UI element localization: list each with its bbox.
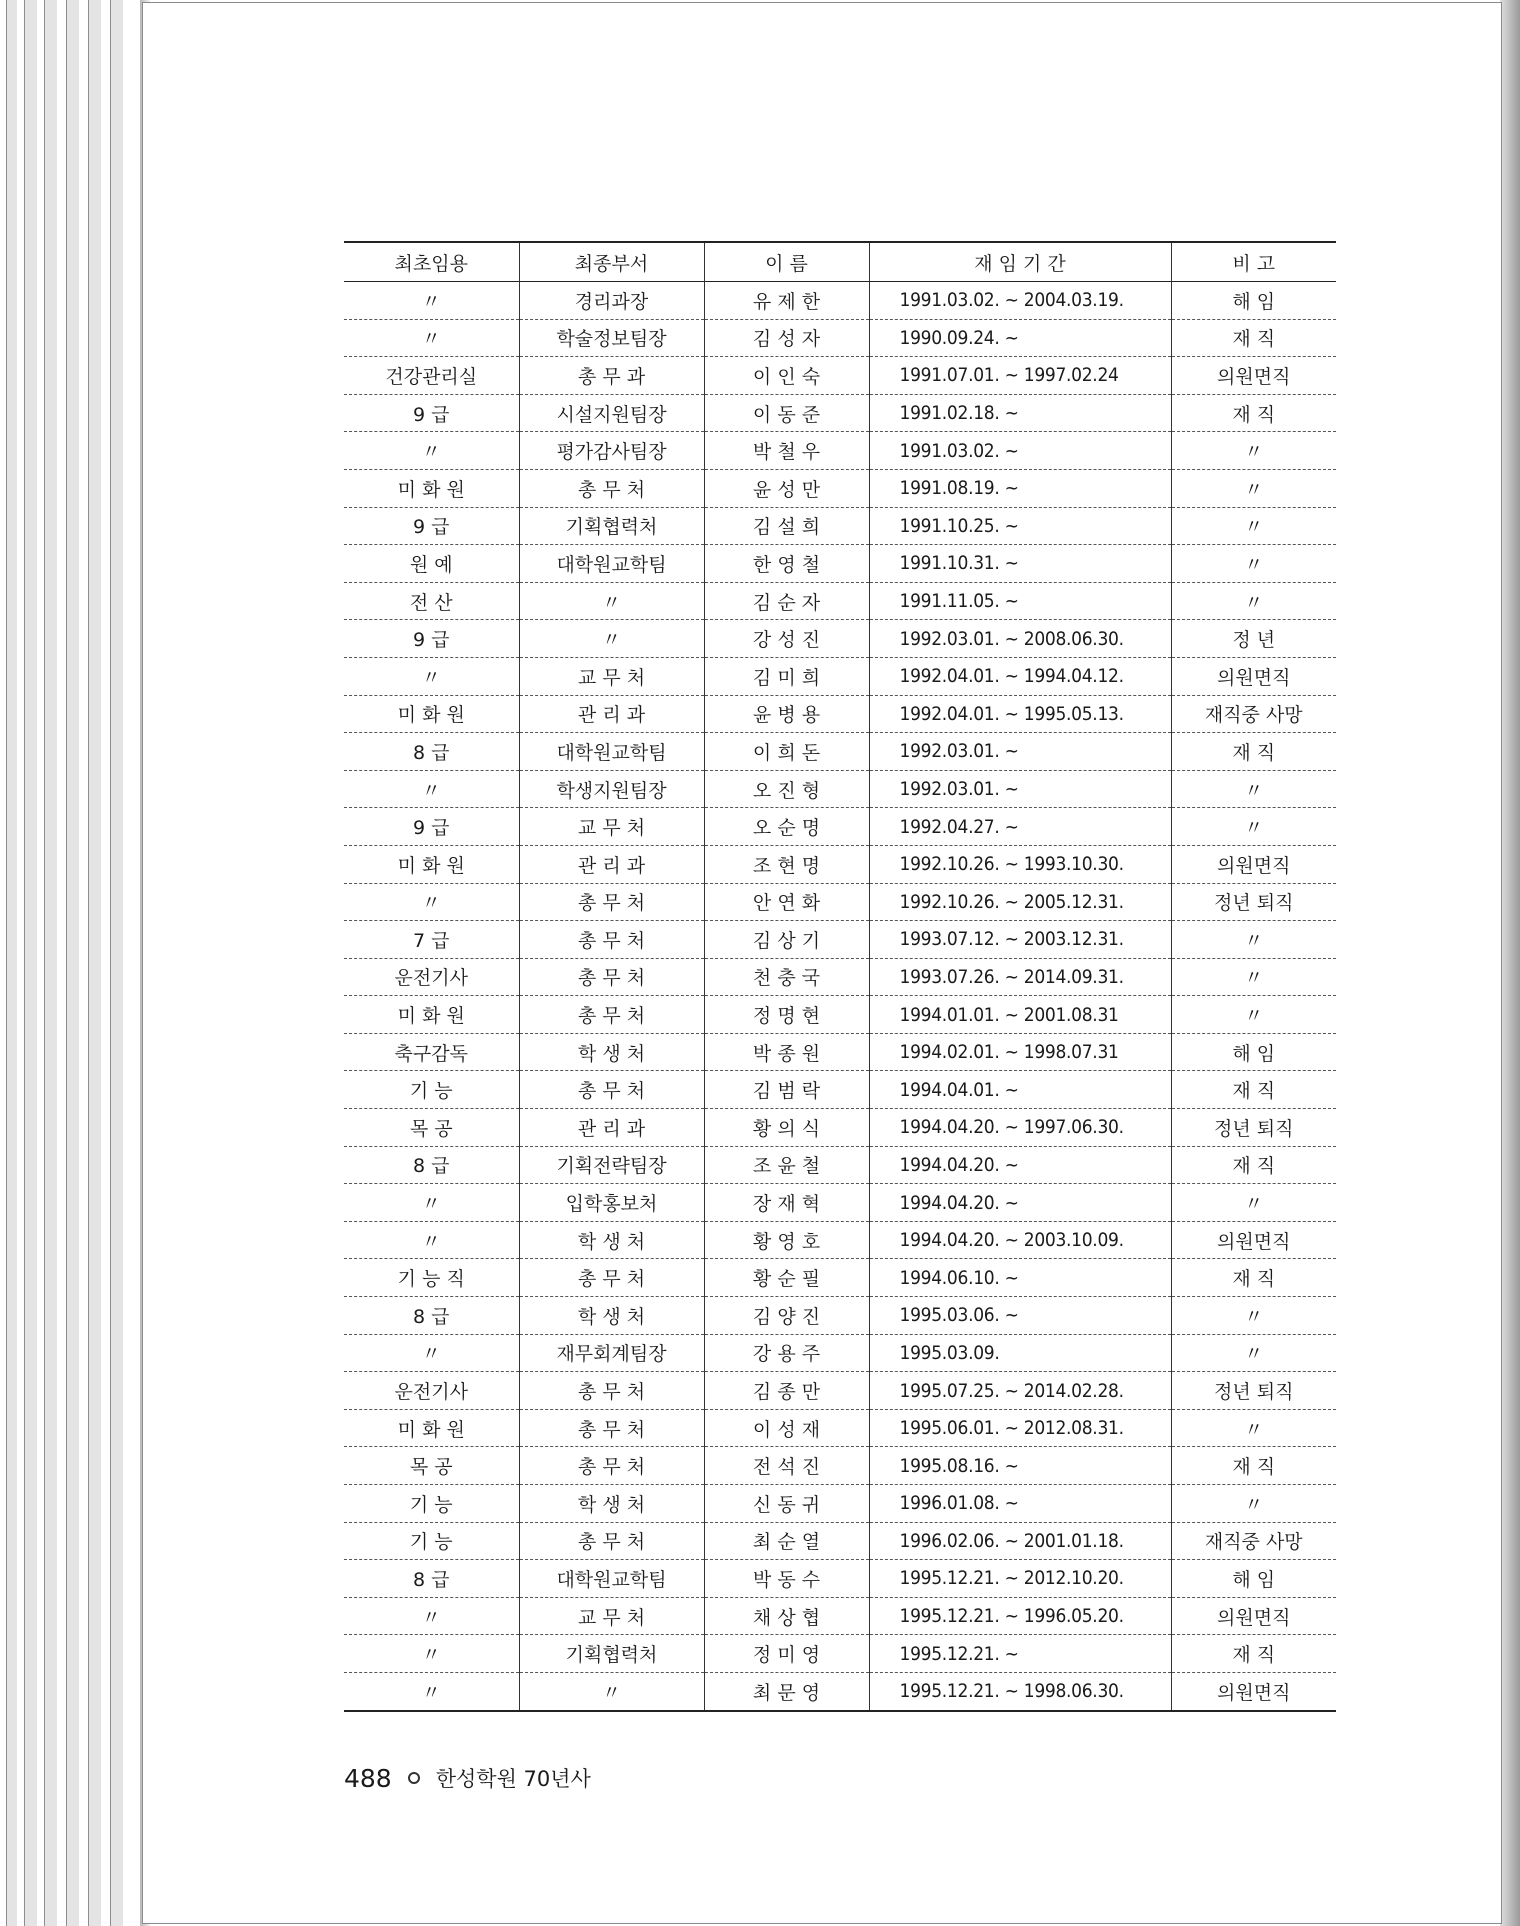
cell-final-department: 평가감사팀장 — [519, 432, 704, 470]
cell-final-department: 총 무 처 — [519, 996, 704, 1034]
cell-name: 김 성 자 — [704, 319, 869, 357]
page-number: 488 — [344, 1763, 392, 1793]
cell-first-appointment: 8 급 — [413, 741, 450, 764]
cell-name: 조 윤 철 — [704, 1146, 869, 1184]
cell-final-department: 학 생 처 — [519, 1221, 704, 1259]
table-row — [344, 1259, 1336, 1297]
cell-final-department: 교 무 처 — [519, 1597, 704, 1635]
table-row — [344, 357, 1336, 395]
cell-tenure-period: 1993.07.12. ~ 2003.12.31. — [869, 921, 1171, 959]
cell-remarks: 〃 — [1171, 1485, 1336, 1523]
cell-remarks: 재 직 — [1171, 1259, 1336, 1297]
cell-tenure-period: 1991.08.19. ~ — [869, 469, 1171, 507]
cell-first-appointment: 목 공 — [409, 1117, 453, 1140]
cell-tenure-period: 1994.04.01. ~ — [869, 1071, 1171, 1109]
book-edge — [110, 0, 123, 1926]
cell-remarks: 정 년 — [1171, 620, 1336, 658]
cell-name: 신 동 귀 — [704, 1485, 869, 1523]
cell-tenure-period: 1992.03.01. ~ — [869, 733, 1171, 771]
cell-first-appointment: 8 급 — [413, 1155, 450, 1178]
table-row — [344, 582, 1336, 620]
book-edge — [66, 0, 79, 1926]
cell-first-appointment: 목 공 — [409, 1456, 453, 1479]
table-row — [344, 657, 1336, 695]
cell-tenure-period: 1994.01.01. ~ 2001.08.31 — [869, 996, 1171, 1034]
cell-first-appointment: 미 화 원 — [397, 478, 465, 501]
table-row — [344, 808, 1336, 846]
cell-name: 오 진 형 — [704, 770, 869, 808]
table-row — [344, 1560, 1336, 1598]
table-row — [344, 1221, 1336, 1259]
cell-final-department: 대학원교학팀 — [519, 545, 704, 583]
cell-tenure-period: 1990.09.24. ~ — [869, 319, 1171, 357]
cell-final-department: 기획협력처 — [519, 507, 704, 545]
cell-final-department: 기획전략팀장 — [519, 1146, 704, 1184]
cell-name: 황 의 식 — [704, 1109, 869, 1147]
cell-name: 김 상 기 — [704, 921, 869, 959]
page-footer — [344, 1763, 591, 1793]
cell-name: 윤 성 만 — [704, 469, 869, 507]
table-row — [344, 1334, 1336, 1372]
cell-first-appointment: 미 화 원 — [397, 1418, 465, 1441]
right-page-shadow — [1500, 0, 1520, 1926]
table-row — [344, 1485, 1336, 1523]
table-row — [344, 1372, 1336, 1410]
cell-first-appointment: 8 급 — [413, 1568, 450, 1591]
cell-final-department: 학생지원팀장 — [519, 770, 704, 808]
cell-name: 김 범 락 — [704, 1071, 869, 1109]
cell-remarks: 해 임 — [1171, 282, 1336, 320]
cell-remarks: 〃 — [1171, 770, 1336, 808]
cell-name: 김 미 희 — [704, 657, 869, 695]
cell-tenure-period: 1992.10.26. ~ 2005.12.31. — [869, 883, 1171, 921]
cell-first-appointment: 미 화 원 — [397, 854, 465, 877]
cell-name: 이 인 숙 — [704, 357, 869, 395]
table-row — [344, 1033, 1336, 1071]
cell-first-appointment: 〃 — [421, 1230, 441, 1253]
book-edge — [6, 0, 17, 1926]
cell-remarks: 의원면직 — [1171, 357, 1336, 395]
cell-first-appointment: 기 능 직 — [397, 1268, 465, 1291]
cell-tenure-period: 1994.06.10. ~ — [869, 1259, 1171, 1297]
cell-name: 김 양 진 — [704, 1297, 869, 1335]
cell-first-appointment: 운전기사 — [394, 967, 468, 990]
cell-first-appointment: 미 화 원 — [397, 1005, 465, 1028]
cell-first-appointment: 기 능 — [409, 1080, 453, 1103]
cell-final-department: 관 리 과 — [519, 845, 704, 883]
cell-final-department: 총 무 처 — [519, 883, 704, 921]
cell-first-appointment: 건강관리실 — [385, 365, 478, 388]
cell-tenure-period: 1992.10.26. ~ 1993.10.30. — [869, 845, 1171, 883]
header-final-department: 최종부서 — [519, 242, 704, 282]
table-row — [344, 1447, 1336, 1485]
cell-first-appointment: 기 능 — [409, 1531, 453, 1554]
table-row — [344, 1409, 1336, 1447]
cell-first-appointment: 〃 — [421, 1193, 441, 1216]
cell-first-appointment: 〃 — [421, 779, 441, 802]
cell-remarks: 재 직 — [1171, 1146, 1336, 1184]
cell-first-appointment: 〃 — [421, 666, 441, 689]
table-row — [344, 770, 1336, 808]
table-row — [344, 507, 1336, 545]
cell-name: 최 순 열 — [704, 1522, 869, 1560]
cell-first-appointment: 〃 — [421, 892, 441, 915]
cell-final-department: 재무회계팀장 — [519, 1334, 704, 1372]
cell-final-department: 총 무 처 — [519, 469, 704, 507]
cell-name: 김 종 만 — [704, 1372, 869, 1410]
header-name: 이 름 — [704, 242, 869, 282]
table-row — [344, 1184, 1336, 1222]
cell-remarks: 정년 퇴직 — [1171, 883, 1336, 921]
cell-tenure-period: 1995.12.21. ~ 1998.06.30. — [869, 1672, 1171, 1710]
header-first-appointment: 최초임용 — [394, 252, 468, 275]
cell-final-department: 총 무 처 — [519, 1071, 704, 1109]
cell-tenure-period: 1994.04.20. ~ — [869, 1184, 1171, 1222]
cell-first-appointment: 〃 — [421, 328, 441, 351]
cell-first-appointment: 8 급 — [413, 1305, 450, 1328]
cell-first-appointment: 9 급 — [413, 629, 450, 652]
table-row — [344, 319, 1336, 357]
cell-final-department: 대학원교학팀 — [519, 733, 704, 771]
cell-remarks: 의원면직 — [1171, 1221, 1336, 1259]
book-edge — [88, 0, 101, 1926]
cell-remarks: 해 임 — [1171, 1560, 1336, 1598]
cell-first-appointment: 원 예 — [409, 553, 453, 576]
cell-final-department: 〃 — [519, 1672, 704, 1710]
cell-remarks: 〃 — [1171, 921, 1336, 959]
cell-name: 안 연 화 — [704, 883, 869, 921]
cell-name: 이 동 준 — [704, 394, 869, 432]
cell-remarks: 의원면직 — [1171, 845, 1336, 883]
cell-tenure-period: 1995.12.21. ~ 2012.10.20. — [869, 1560, 1171, 1598]
cell-final-department: 입학홍보처 — [519, 1184, 704, 1222]
cell-final-department: 기획협력처 — [519, 1635, 704, 1673]
cell-remarks: 재 직 — [1171, 1635, 1336, 1673]
cell-first-appointment: 기 능 — [409, 1493, 453, 1516]
cell-remarks: 〃 — [1171, 545, 1336, 583]
cell-final-department: 〃 — [519, 620, 704, 658]
cell-tenure-period: 1995.06.01. ~ 2012.08.31. — [869, 1409, 1171, 1447]
table-row — [344, 282, 1336, 320]
cell-final-department: 총 무 처 — [519, 1409, 704, 1447]
cell-name: 한 영 철 — [704, 545, 869, 583]
table-row — [344, 469, 1336, 507]
cell-tenure-period: 1995.03.06. ~ — [869, 1297, 1171, 1335]
cell-tenure-period: 1995.12.21. ~ 1996.05.20. — [869, 1597, 1171, 1635]
cell-final-department: 대학원교학팀 — [519, 1560, 704, 1598]
table-row — [344, 1597, 1336, 1635]
cell-name: 윤 병 용 — [704, 695, 869, 733]
cell-remarks: 재 직 — [1171, 1447, 1336, 1485]
cell-tenure-period: 1994.04.20. ~ 1997.06.30. — [869, 1109, 1171, 1147]
cell-remarks: 〃 — [1171, 958, 1336, 996]
cell-first-appointment: 〃 — [421, 290, 441, 313]
cell-name: 김 설 희 — [704, 507, 869, 545]
cell-final-department: 학 생 처 — [519, 1485, 704, 1523]
cell-final-department: 교 무 처 — [519, 657, 704, 695]
cell-final-department: 〃 — [519, 582, 704, 620]
cell-final-department: 학술정보팀장 — [519, 319, 704, 357]
cell-first-appointment: 9 급 — [413, 817, 450, 840]
cell-tenure-period: 1996.02.06. ~ 2001.01.18. — [869, 1522, 1171, 1560]
cell-final-department: 학 생 처 — [519, 1297, 704, 1335]
cell-first-appointment: 운전기사 — [394, 1381, 468, 1404]
cell-tenure-period: 1992.03.01. ~ — [869, 770, 1171, 808]
table-row — [344, 545, 1336, 583]
cell-tenure-period: 1993.07.26. ~ 2014.09.31. — [869, 958, 1171, 996]
cell-final-department: 총 무 처 — [519, 1259, 704, 1297]
cell-name: 전 석 진 — [704, 1447, 869, 1485]
cell-name: 박 동 수 — [704, 1560, 869, 1598]
cell-final-department: 총 무 과 — [519, 357, 704, 395]
cell-name: 김 순 자 — [704, 582, 869, 620]
cell-name: 장 재 혁 — [704, 1184, 869, 1222]
cell-remarks: 〃 — [1171, 432, 1336, 470]
cell-remarks: 재 직 — [1171, 1071, 1336, 1109]
cell-tenure-period: 1995.07.25. ~ 2014.02.28. — [869, 1372, 1171, 1410]
cell-first-appointment: 9 급 — [413, 403, 450, 426]
cell-tenure-period: 1992.03.01. ~ 2008.06.30. — [869, 620, 1171, 658]
cell-tenure-period: 1994.04.20. ~ 2003.10.09. — [869, 1221, 1171, 1259]
cell-remarks: 〃 — [1171, 808, 1336, 846]
table-row — [344, 1635, 1336, 1673]
cell-remarks: 〃 — [1171, 1184, 1336, 1222]
bullet-icon — [408, 1772, 420, 1784]
cell-tenure-period: 1992.04.27. ~ — [869, 808, 1171, 846]
cell-final-department: 총 무 처 — [519, 1372, 704, 1410]
cell-tenure-period: 1991.07.01. ~ 1997.02.24 — [869, 357, 1171, 395]
cell-tenure-period: 1994.02.01. ~ 1998.07.31 — [869, 1033, 1171, 1071]
cell-name: 정 명 현 — [704, 996, 869, 1034]
cell-remarks: 〃 — [1171, 996, 1336, 1034]
table-row — [344, 1672, 1336, 1710]
header-remarks: 비 고 — [1171, 242, 1336, 282]
cell-first-appointment: 9 급 — [413, 516, 450, 539]
book-title: 한성학원 70년사 — [435, 1767, 591, 1791]
cell-remarks: 재직중 사망 — [1171, 1522, 1336, 1560]
cell-final-department: 시설지원팀장 — [519, 394, 704, 432]
cell-first-appointment: 전 산 — [409, 591, 453, 614]
cell-remarks: 의원면직 — [1171, 1672, 1336, 1710]
cell-remarks: 해 임 — [1171, 1033, 1336, 1071]
cell-remarks: 의원면직 — [1171, 1597, 1336, 1635]
cell-first-appointment: 축구감독 — [394, 1042, 468, 1065]
cell-remarks: 재직중 사망 — [1171, 695, 1336, 733]
table-row — [344, 845, 1336, 883]
table-row — [344, 733, 1336, 771]
cell-remarks: 재 직 — [1171, 319, 1336, 357]
cell-first-appointment: 〃 — [421, 1343, 441, 1366]
cell-tenure-period: 1991.03.02. ~ — [869, 432, 1171, 470]
table-row — [344, 883, 1336, 921]
table-header-row — [344, 242, 1336, 282]
header-tenure-period: 재 임 기 간 — [869, 242, 1171, 282]
cell-remarks: 〃 — [1171, 582, 1336, 620]
cell-name: 황 순 필 — [704, 1259, 869, 1297]
cell-name: 황 영 호 — [704, 1221, 869, 1259]
cell-name: 강 성 진 — [704, 620, 869, 658]
table-row — [344, 620, 1336, 658]
cell-tenure-period: 1995.08.16. ~ — [869, 1447, 1171, 1485]
cell-final-department: 총 무 처 — [519, 1522, 704, 1560]
table-row — [344, 921, 1336, 959]
cell-remarks: 정년 퇴직 — [1171, 1372, 1336, 1410]
cell-name: 최 문 영 — [704, 1672, 869, 1710]
table-row — [344, 958, 1336, 996]
cell-remarks: 재 직 — [1171, 394, 1336, 432]
cell-final-department: 교 무 처 — [519, 808, 704, 846]
cell-first-appointment: 〃 — [421, 1644, 441, 1667]
table-row — [344, 1522, 1336, 1560]
cell-tenure-period: 1991.10.25. ~ — [869, 507, 1171, 545]
cell-remarks: 〃 — [1171, 469, 1336, 507]
cell-tenure-period: 1992.04.01. ~ 1994.04.12. — [869, 657, 1171, 695]
table-row — [344, 1071, 1336, 1109]
cell-tenure-period: 1994.04.20. ~ — [869, 1146, 1171, 1184]
cell-tenure-period: 1995.12.21. ~ — [869, 1635, 1171, 1673]
table-row — [344, 996, 1336, 1034]
cell-final-department: 총 무 처 — [519, 921, 704, 959]
cell-name: 조 현 명 — [704, 845, 869, 883]
cell-tenure-period: 1992.04.01. ~ 1995.05.13. — [869, 695, 1171, 733]
cell-remarks: 〃 — [1171, 507, 1336, 545]
cell-final-department: 학 생 처 — [519, 1033, 704, 1071]
cell-final-department: 관 리 과 — [519, 695, 704, 733]
table-row — [344, 394, 1336, 432]
cell-first-appointment: 〃 — [421, 1606, 441, 1629]
cell-name: 정 미 영 — [704, 1635, 869, 1673]
cell-final-department: 관 리 과 — [519, 1109, 704, 1147]
cell-tenure-period: 1995.03.09. — [869, 1334, 1171, 1372]
cell-name: 이 성 재 — [704, 1409, 869, 1447]
book-edge — [44, 0, 57, 1926]
cell-name: 박 철 우 — [704, 432, 869, 470]
cell-tenure-period: 1991.10.31. ~ — [869, 545, 1171, 583]
table-row — [344, 1297, 1336, 1335]
table-row — [344, 432, 1336, 470]
staff-roster-table — [344, 241, 1336, 1712]
cell-tenure-period: 1996.01.08. ~ — [869, 1485, 1171, 1523]
cell-name: 오 순 명 — [704, 808, 869, 846]
cell-remarks: 〃 — [1171, 1409, 1336, 1447]
cell-name: 천 충 국 — [704, 958, 869, 996]
cell-name: 강 용 주 — [704, 1334, 869, 1372]
table-row — [344, 1146, 1336, 1184]
cell-remarks: 의원면직 — [1171, 657, 1336, 695]
cell-tenure-period: 1991.03.02. ~ 2004.03.19. — [869, 282, 1171, 320]
cell-final-department: 경리과장 — [519, 282, 704, 320]
cell-final-department: 총 무 처 — [519, 1447, 704, 1485]
cell-remarks: 〃 — [1171, 1334, 1336, 1372]
cell-name: 채 상 협 — [704, 1597, 869, 1635]
cell-name: 박 종 원 — [704, 1033, 869, 1071]
cell-remarks: 재 직 — [1171, 733, 1336, 771]
book-edge — [24, 0, 37, 1926]
table-row — [344, 1109, 1336, 1147]
cell-remarks: 〃 — [1171, 1297, 1336, 1335]
cell-tenure-period: 1991.11.05. ~ — [869, 582, 1171, 620]
cell-remarks: 정년 퇴직 — [1171, 1109, 1336, 1147]
cell-first-appointment: 〃 — [421, 441, 441, 464]
cell-tenure-period: 1991.02.18. ~ — [869, 394, 1171, 432]
cell-name: 이 희 돈 — [704, 733, 869, 771]
table-row — [344, 695, 1336, 733]
cell-first-appointment: 7 급 — [413, 929, 450, 952]
cell-final-department: 총 무 처 — [519, 958, 704, 996]
cell-first-appointment: 〃 — [421, 1681, 441, 1704]
cell-name: 유 제 한 — [704, 282, 869, 320]
cell-first-appointment: 미 화 원 — [397, 704, 465, 727]
